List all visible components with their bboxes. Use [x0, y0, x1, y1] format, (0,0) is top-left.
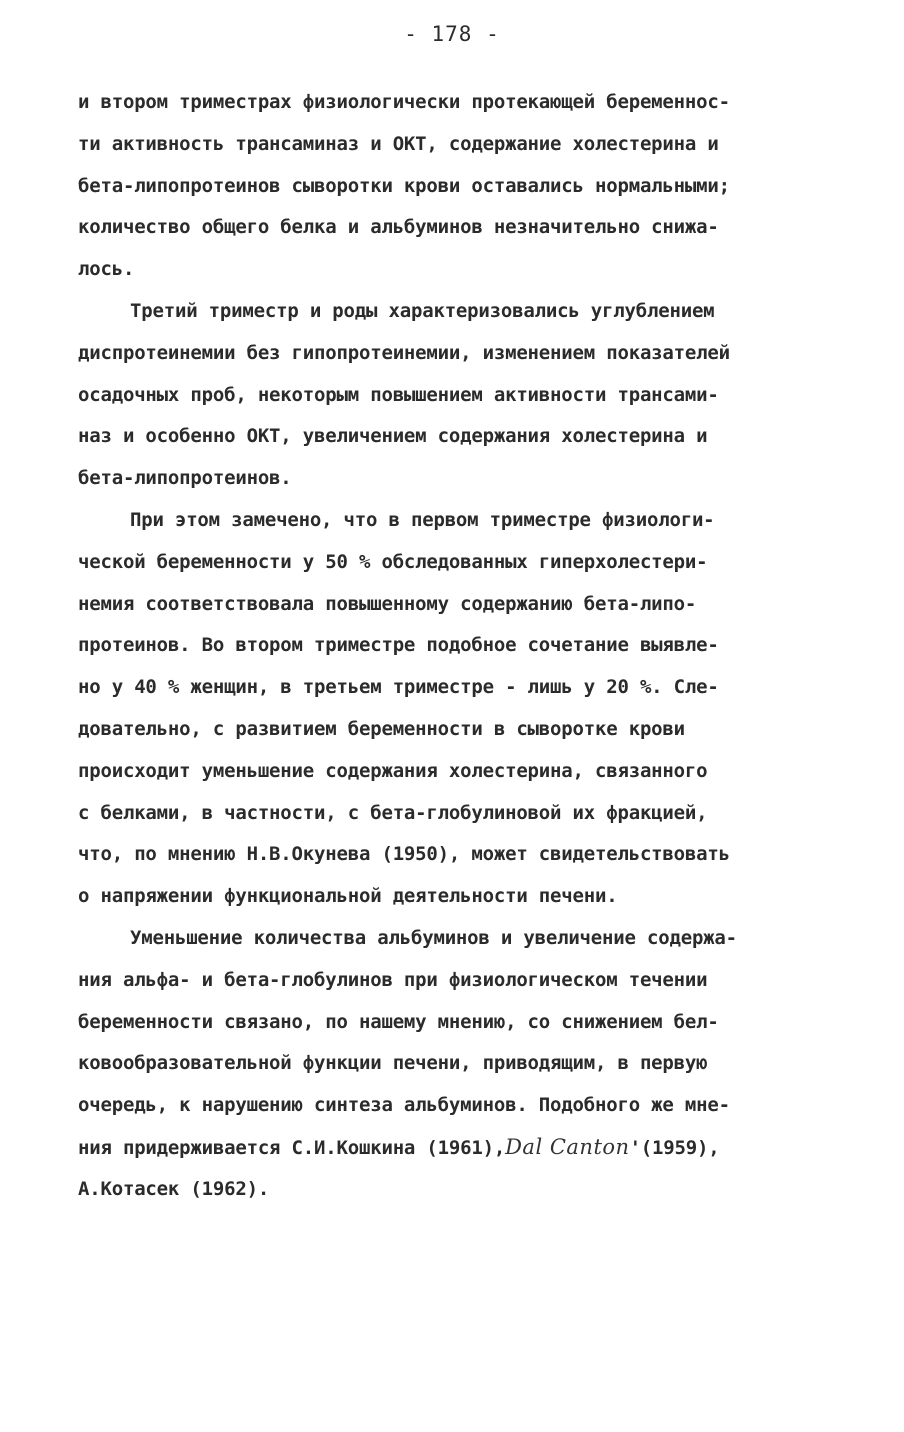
document-body — [78, 82, 830, 1211]
text-segment: '(1959), — [629, 1136, 720, 1159]
text-line: бета-липопротеинов. — [78, 467, 292, 490]
text-line: бета-липопротеинов сыворотки крови оставались нормальными; — [78, 174, 730, 197]
paragraph-3 — [78, 500, 830, 918]
text-line: ческой беременности у 50 % обследованных гиперхолестери- — [78, 550, 708, 573]
text-line: с белками, в частности, с бета-глобулиновой их фракцией, — [78, 801, 708, 824]
text-line: о напряжении функциональной деятельности печени. — [78, 885, 618, 908]
text-line: При этом замечено, что в первом триместре физиологи- — [130, 508, 715, 531]
text-line: количество общего белка и альбуминов незначительно снижа- — [78, 216, 719, 239]
text-line: Уменьшение количества альбуминов и увеличение содержа- — [130, 926, 737, 949]
text-line: диспротеинемии без гипопротеинемии, изменением показателей — [78, 341, 730, 364]
text-line: Третий триместр и роды характеризовались углублением — [130, 299, 715, 322]
text-line: лось. — [78, 258, 135, 281]
text-line: осадочных проб, некоторым повышением активности трансами- — [78, 383, 719, 406]
text-segment: ния придерживается С.И.Кошкина (1961), — [78, 1136, 506, 1159]
text-line: беременности связано, по нашему мнению, со снижением бел- — [78, 1010, 719, 1033]
text-line: что, по мнению Н.В.Окунева (1950), может свидетельствовать — [78, 843, 730, 866]
paragraph-4 — [78, 918, 830, 1211]
text-line: наз и особенно ОКТ, увеличением содержания холестерина и — [78, 425, 708, 448]
text-line: ти активность трансаминаз и ОКТ, содержание холестерина и — [78, 132, 719, 155]
text-line: происходит уменьшение содержания холестерина, связанного — [78, 759, 708, 782]
text-line: немия соответствовала повышенному содержанию бета-липо- — [78, 592, 697, 615]
text-line: ния альфа- и бета-глобулинов при физиологическом течении — [78, 968, 708, 991]
text-line: А.Котасек (1962). — [78, 1177, 270, 1200]
text-line: ковообразовательной функции печени, приводящим, в первую — [78, 1052, 708, 1075]
page-number: - 178 - — [404, 22, 500, 46]
text-line: протеинов. Во втором триместре подобное сочетание выявле- — [78, 634, 719, 657]
text-line: очередь, к нарушению синтеза альбуминов. Подобного же мне- — [78, 1094, 730, 1117]
paragraph-1 — [78, 82, 830, 291]
paragraph-2 — [78, 291, 830, 500]
text-line: но у 40 % женщин, в третьем триместре - лишь у 20 %. Сле- — [78, 676, 719, 699]
handwritten-name: Dal Canton — [505, 1134, 630, 1159]
text-line: и втором триместрах физиологически протекающей беременнос- — [78, 91, 730, 113]
text-line-with-handwriting — [78, 1127, 830, 1169]
text-line: довательно, с развитием беременности в сыворотке крови — [78, 717, 685, 740]
